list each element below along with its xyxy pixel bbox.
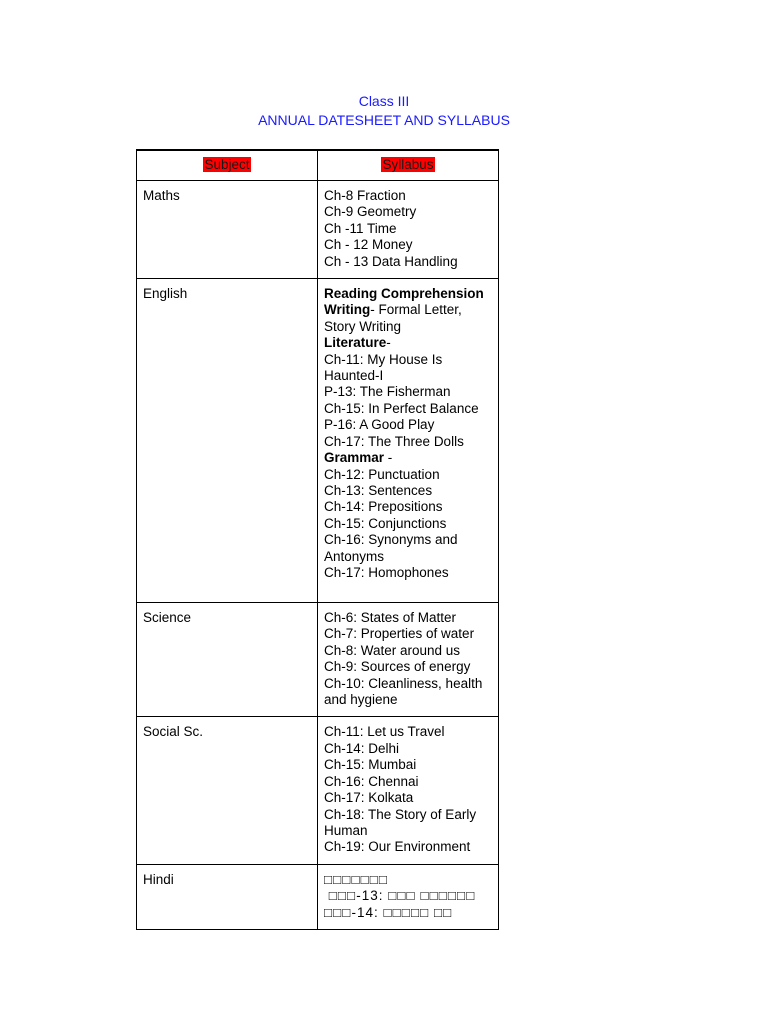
subject-name: Social Sc. bbox=[143, 724, 204, 740]
syllabus-cell bbox=[318, 279, 499, 603]
syllabus-line: Ch-14: Prepositions bbox=[324, 499, 443, 515]
syllabus-line: and hygiene bbox=[324, 692, 398, 708]
syllabus-line: □□□□□□□ bbox=[324, 871, 389, 887]
writing-line bbox=[324, 302, 492, 318]
syllabus-line: Ch-10: Cleanliness, health bbox=[324, 675, 483, 691]
syllabus-line: Ch-17: Kolkata bbox=[324, 790, 414, 806]
subject-cell bbox=[137, 864, 318, 929]
syllabus-line: Story Writing bbox=[324, 318, 402, 334]
table-row bbox=[137, 279, 499, 603]
subject-name: Maths bbox=[143, 188, 180, 203]
syllabus-line: Ch-12: Punctuation bbox=[324, 466, 440, 482]
syllabus-line: Ch-17: The Three Dolls bbox=[324, 433, 464, 449]
syllabus-line: Ch - 13 Data Handling bbox=[324, 253, 458, 269]
syllabus-line: Ch-13: Sentences bbox=[324, 482, 433, 498]
syllabus-line: Ch - 12 Money bbox=[324, 237, 413, 253]
syllabus-cell bbox=[318, 864, 499, 929]
syllabus-line: Ch-18: The Story of Early bbox=[324, 806, 477, 822]
grammar-heading: Grammar bbox=[324, 450, 385, 466]
syllabus-line: Ch-11: Let us Travel bbox=[324, 724, 445, 740]
syllabus-header bbox=[318, 150, 499, 181]
syllabus-line: Ch-6: States of Matter bbox=[324, 610, 457, 626]
syllabus-cell bbox=[318, 717, 499, 864]
subject-cell bbox=[137, 181, 318, 279]
syllabus-line: Ch-7: Properties of water bbox=[324, 626, 475, 642]
table-row bbox=[137, 181, 499, 279]
syllabus-line: Ch-16: Synonyms and bbox=[324, 532, 458, 548]
syllabus-line: Ch-14: Delhi bbox=[324, 740, 400, 756]
table-row bbox=[137, 864, 499, 929]
grammar-dash: - bbox=[384, 450, 393, 466]
writing-detail: - Formal Letter, bbox=[370, 302, 462, 318]
subject-cell bbox=[137, 717, 318, 864]
syllabus-line: Antonyms bbox=[324, 548, 385, 564]
syllabus-header-label: Syllabus bbox=[382, 157, 434, 173]
syllabus-line: P-16: A Good Play bbox=[324, 417, 435, 433]
grammar-line bbox=[324, 450, 492, 466]
syllabus-line: Ch-17: Homophones bbox=[324, 564, 449, 580]
subject-cell bbox=[137, 603, 318, 717]
syllabus-line: Ch-16: Chennai bbox=[324, 773, 419, 789]
syllabus-line: P-13: The Fisherman bbox=[324, 384, 451, 400]
syllabus-line: □□□-14: □□□□□ □□ bbox=[324, 904, 453, 920]
syllabus-line: Haunted-I bbox=[324, 368, 384, 384]
syllabus-line: Ch-15: In Perfect Balance bbox=[324, 400, 479, 416]
syllabus-cell bbox=[318, 603, 499, 717]
literature-heading: Literature bbox=[324, 335, 387, 351]
writing-heading: Writing bbox=[324, 302, 371, 318]
subject-header bbox=[137, 150, 318, 181]
literature-dash: - bbox=[386, 335, 391, 351]
subject-name: English bbox=[143, 286, 188, 302]
table-row bbox=[137, 603, 499, 717]
syllabus-line: Human bbox=[324, 822, 368, 838]
reading-heading: Reading Comprehension bbox=[324, 286, 484, 302]
syllabus-cell bbox=[318, 181, 499, 279]
subject-name: Hindi bbox=[143, 871, 174, 887]
syllabus-line: Ch-8: Water around us bbox=[324, 642, 461, 658]
syllabus-line: Ch-15: Mumbai bbox=[324, 757, 417, 773]
subject-name: Science bbox=[143, 610, 192, 626]
table-row bbox=[137, 717, 499, 864]
syllabus-line: Ch-15: Conjunctions bbox=[324, 515, 447, 531]
syllabus-line: Ch-11: My House Is bbox=[324, 351, 443, 367]
table-header-row bbox=[137, 150, 499, 181]
subject-cell bbox=[137, 279, 318, 603]
syllabus-line: Ch-8 Fraction bbox=[324, 188, 406, 203]
syllabus-line: Ch -11 Time bbox=[324, 220, 397, 236]
syllabus-line: □□□-13: □□□ □□□□□□ bbox=[324, 888, 476, 904]
literature-line bbox=[324, 335, 492, 351]
syllabus-table bbox=[136, 149, 499, 930]
syllabus-line: Ch-19: Our Environment bbox=[324, 839, 471, 855]
class-title: Class III bbox=[358, 93, 410, 109]
document-title: ANNUAL DATESHEET AND SYLLABUS bbox=[258, 112, 510, 128]
syllabus-line: Ch-9 Geometry bbox=[324, 204, 417, 220]
syllabus-line: Ch-9: Sources of energy bbox=[324, 659, 471, 675]
subject-header-label: Subject bbox=[204, 157, 250, 173]
